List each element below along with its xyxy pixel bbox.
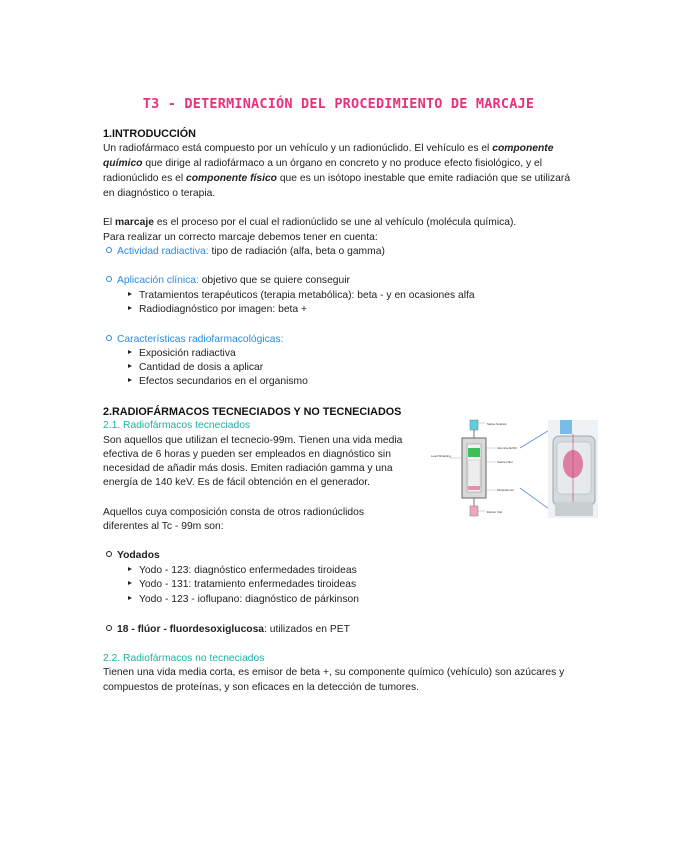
subsection-tecneciados: 2.1. Radiofármacos tecneciados <box>103 420 251 431</box>
intro-p2-line2: Para realizar un correcto marcaje debemos tener en cuenta: <box>103 232 378 243</box>
tecneciados-line: necesidad de añadir más dosis. Emiten radiación gamma y una <box>103 463 393 474</box>
intro-heading: 1.INTRODUCCIÓN <box>103 128 196 140</box>
figure-label: Sterile Filter <box>497 460 514 464</box>
aplicacion-item: Aplicación clínica: objetivo que se quiere conseguir <box>106 274 350 289</box>
bullet-triangle-icon <box>128 364 132 368</box>
technetium-generator-figure <box>430 418 600 520</box>
bullet-circle-icon <box>106 625 112 631</box>
bullet-triangle-icon <box>128 378 132 382</box>
tecneciados-line: Son aquellos que utilizan el tecnecio-99m. Tienen una vida media <box>103 435 403 446</box>
bullet-triangle-icon <box>128 567 132 571</box>
aplicacion-subitem: Radiodiagnóstico por imagen: beta + <box>128 303 307 318</box>
aplicacion-subitem: Tratamientos terapéuticos (terapia metabólica): beta - y en ocasiones alfa <box>128 289 475 304</box>
tecneciados-line: energía de 140 keV. Es de fácil obtención en el generador. <box>103 477 370 488</box>
molybdenum-band-shape <box>468 448 480 457</box>
caracteristicas-subitem: Cantidad de dosis a aplicar <box>128 361 263 376</box>
bullet-triangle-icon <box>128 350 132 354</box>
yodados-subitem: Yodo - 131: tratamiento enfermedades tiroideas <box>128 578 356 593</box>
saline-vial-shape <box>470 420 478 430</box>
page-title: T3 - DETERMINACIÓN DEL PROCEDIMIENTO DE MARCAJE <box>142 96 535 112</box>
intro-p1-line1: Un radiofármaco está compuesto por un vehículo y un radionúclido. El vehículo es el componente <box>103 143 554 154</box>
otros-line: diferentes al Tc - 99m son: <box>103 521 224 532</box>
otros-line: Aquellos cuya composición consta de otros radionúclidos <box>103 507 365 518</box>
figure-label: Lead Shielding <box>431 454 451 458</box>
figure-label: Alumina Al2O3 <box>497 446 517 450</box>
figure-label: Elution Vial <box>487 510 502 514</box>
caracteristicas-subitem: Exposición radiactiva <box>128 347 236 362</box>
section2-heading: 2.RADIOFÁRMACOS TECNECIADOS Y NO TECNECIADOS <box>103 406 402 418</box>
elution-vial-shape <box>470 506 478 516</box>
subsection-no-tecneciados: 2.2. Radiofármacos no tecneciados <box>103 653 265 664</box>
bullet-triangle-icon <box>128 306 132 310</box>
caracteristicas-item: Características radiofarmacológicas: <box>106 333 284 348</box>
fluor-item: 18 - flúor - fluordesoxiglucosa: utilizados en PET <box>106 623 350 638</box>
intro-p1-line4: en diagnóstico o terapia. <box>103 188 216 199</box>
yodados-item: Yodados <box>106 549 160 564</box>
bullet-circle-icon <box>106 335 112 341</box>
tecneciados-line: efectiva de 6 horas y pueden ser empleados en diagnóstico sin <box>103 449 391 460</box>
intro-p2-line1: El marcaje es el proceso por el cual el radionúclido se une al vehículo (molécula química). <box>103 217 517 228</box>
no-tecneciados-line: compuestos de proteínas, y son eficaces en la detección de tumores. <box>103 682 419 693</box>
intro-p1-line3: radionúclido es el componente físico que es un isótopo inestable que emite radiación que se utilizará <box>103 173 571 184</box>
bullet-circle-icon <box>106 247 112 253</box>
caracteristicas-subitem: Efectos secundarios en el organismo <box>128 375 308 390</box>
bullet-triangle-icon <box>128 581 132 585</box>
figure-label: Molybdenum <box>497 488 515 492</box>
bullet-triangle-icon <box>128 292 132 296</box>
no-tecneciados-line: Tienen una vida media corta, es emisor de beta +, su componente químico (vehículo) son azúcares y <box>103 667 565 678</box>
yodados-subitem: Yodo - 123 - ioflupano: diagnóstico de párkinson <box>128 593 359 608</box>
yodados-subitem: Yodo - 123: diagnóstico enfermedades tiroideas <box>128 564 357 579</box>
actividad-item: Actividad radiactiva: tipo de radiación (alfa, beta o gamma) <box>106 245 385 260</box>
intro-p1-line2: químico que dirige al radiofármaco a un órgano en concreto y no produce efecto fisiológico, y el <box>103 158 543 169</box>
bullet-circle-icon <box>106 551 112 557</box>
bullet-circle-icon <box>106 276 112 282</box>
figure-label: Saline Solution <box>487 422 508 426</box>
bullet-triangle-icon <box>128 596 132 600</box>
